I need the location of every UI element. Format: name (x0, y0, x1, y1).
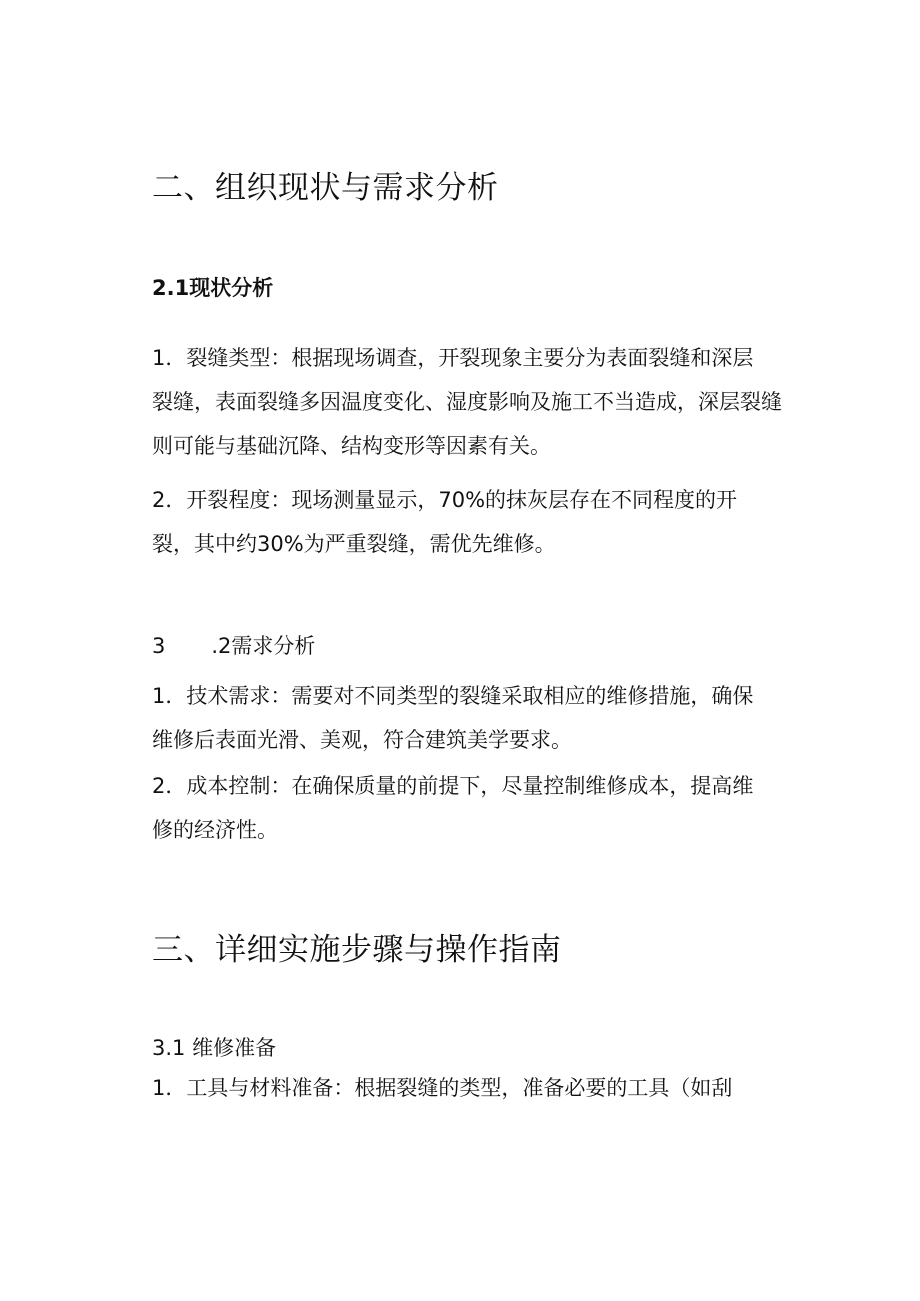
paragraph-crack-degree (152, 478, 792, 566)
paragraph-line: 1．工具与材料准备：根据裂缝的类型，准备必要的工具（如刮 (152, 1076, 733, 1100)
section-2-heading: 二、组织现状与需求分析 (152, 170, 499, 206)
paragraph-technical-needs (152, 674, 792, 762)
paragraph-tools-materials (152, 1066, 792, 1110)
paragraph-line: 1．裂缝类型：根据现场调查，开裂现象主要分为表面裂缝和深层 (152, 346, 754, 370)
paragraph-cost-control (152, 764, 792, 852)
subsection-3-1-heading: 3.1 维修准备 (152, 1036, 277, 1060)
paragraph-line: 2．开裂程度：现场测量显示，70%的抹灰层存在不同程度的开 (152, 488, 738, 512)
paragraph-line: 1．技术需求：需要对不同类型的裂缝采取相应的维修措施，确保 (152, 684, 754, 708)
subsection-2-1-heading: 2.1现状分析 (152, 276, 274, 300)
paragraph-line: 则可能与基础沉降、结构变形等因素有关。 (152, 434, 551, 458)
subsection-2-2-heading (152, 630, 315, 660)
paragraph-line: 裂，其中约30%为严重裂缝，需优先维修。 (152, 532, 556, 556)
paragraph-line: 修的经济性。 (152, 818, 278, 842)
paragraph-line: 裂缝，表面裂缝多因温度变化、湿度影响及施工不当造成，深层裂缝 (152, 390, 782, 414)
section-3-heading: 三、详细实施步骤与操作指南 (152, 932, 562, 968)
paragraph-crack-types (152, 336, 792, 468)
subsection-title: .2需求分析 (211, 634, 316, 658)
subsection-number: 3 (152, 634, 166, 658)
paragraph-line: 2．成本控制：在确保质量的前提下，尽量控制维修成本，提高维 (152, 774, 754, 798)
paragraph-line: 维修后表面光滑、美观，符合建筑美学要求。 (152, 728, 572, 752)
